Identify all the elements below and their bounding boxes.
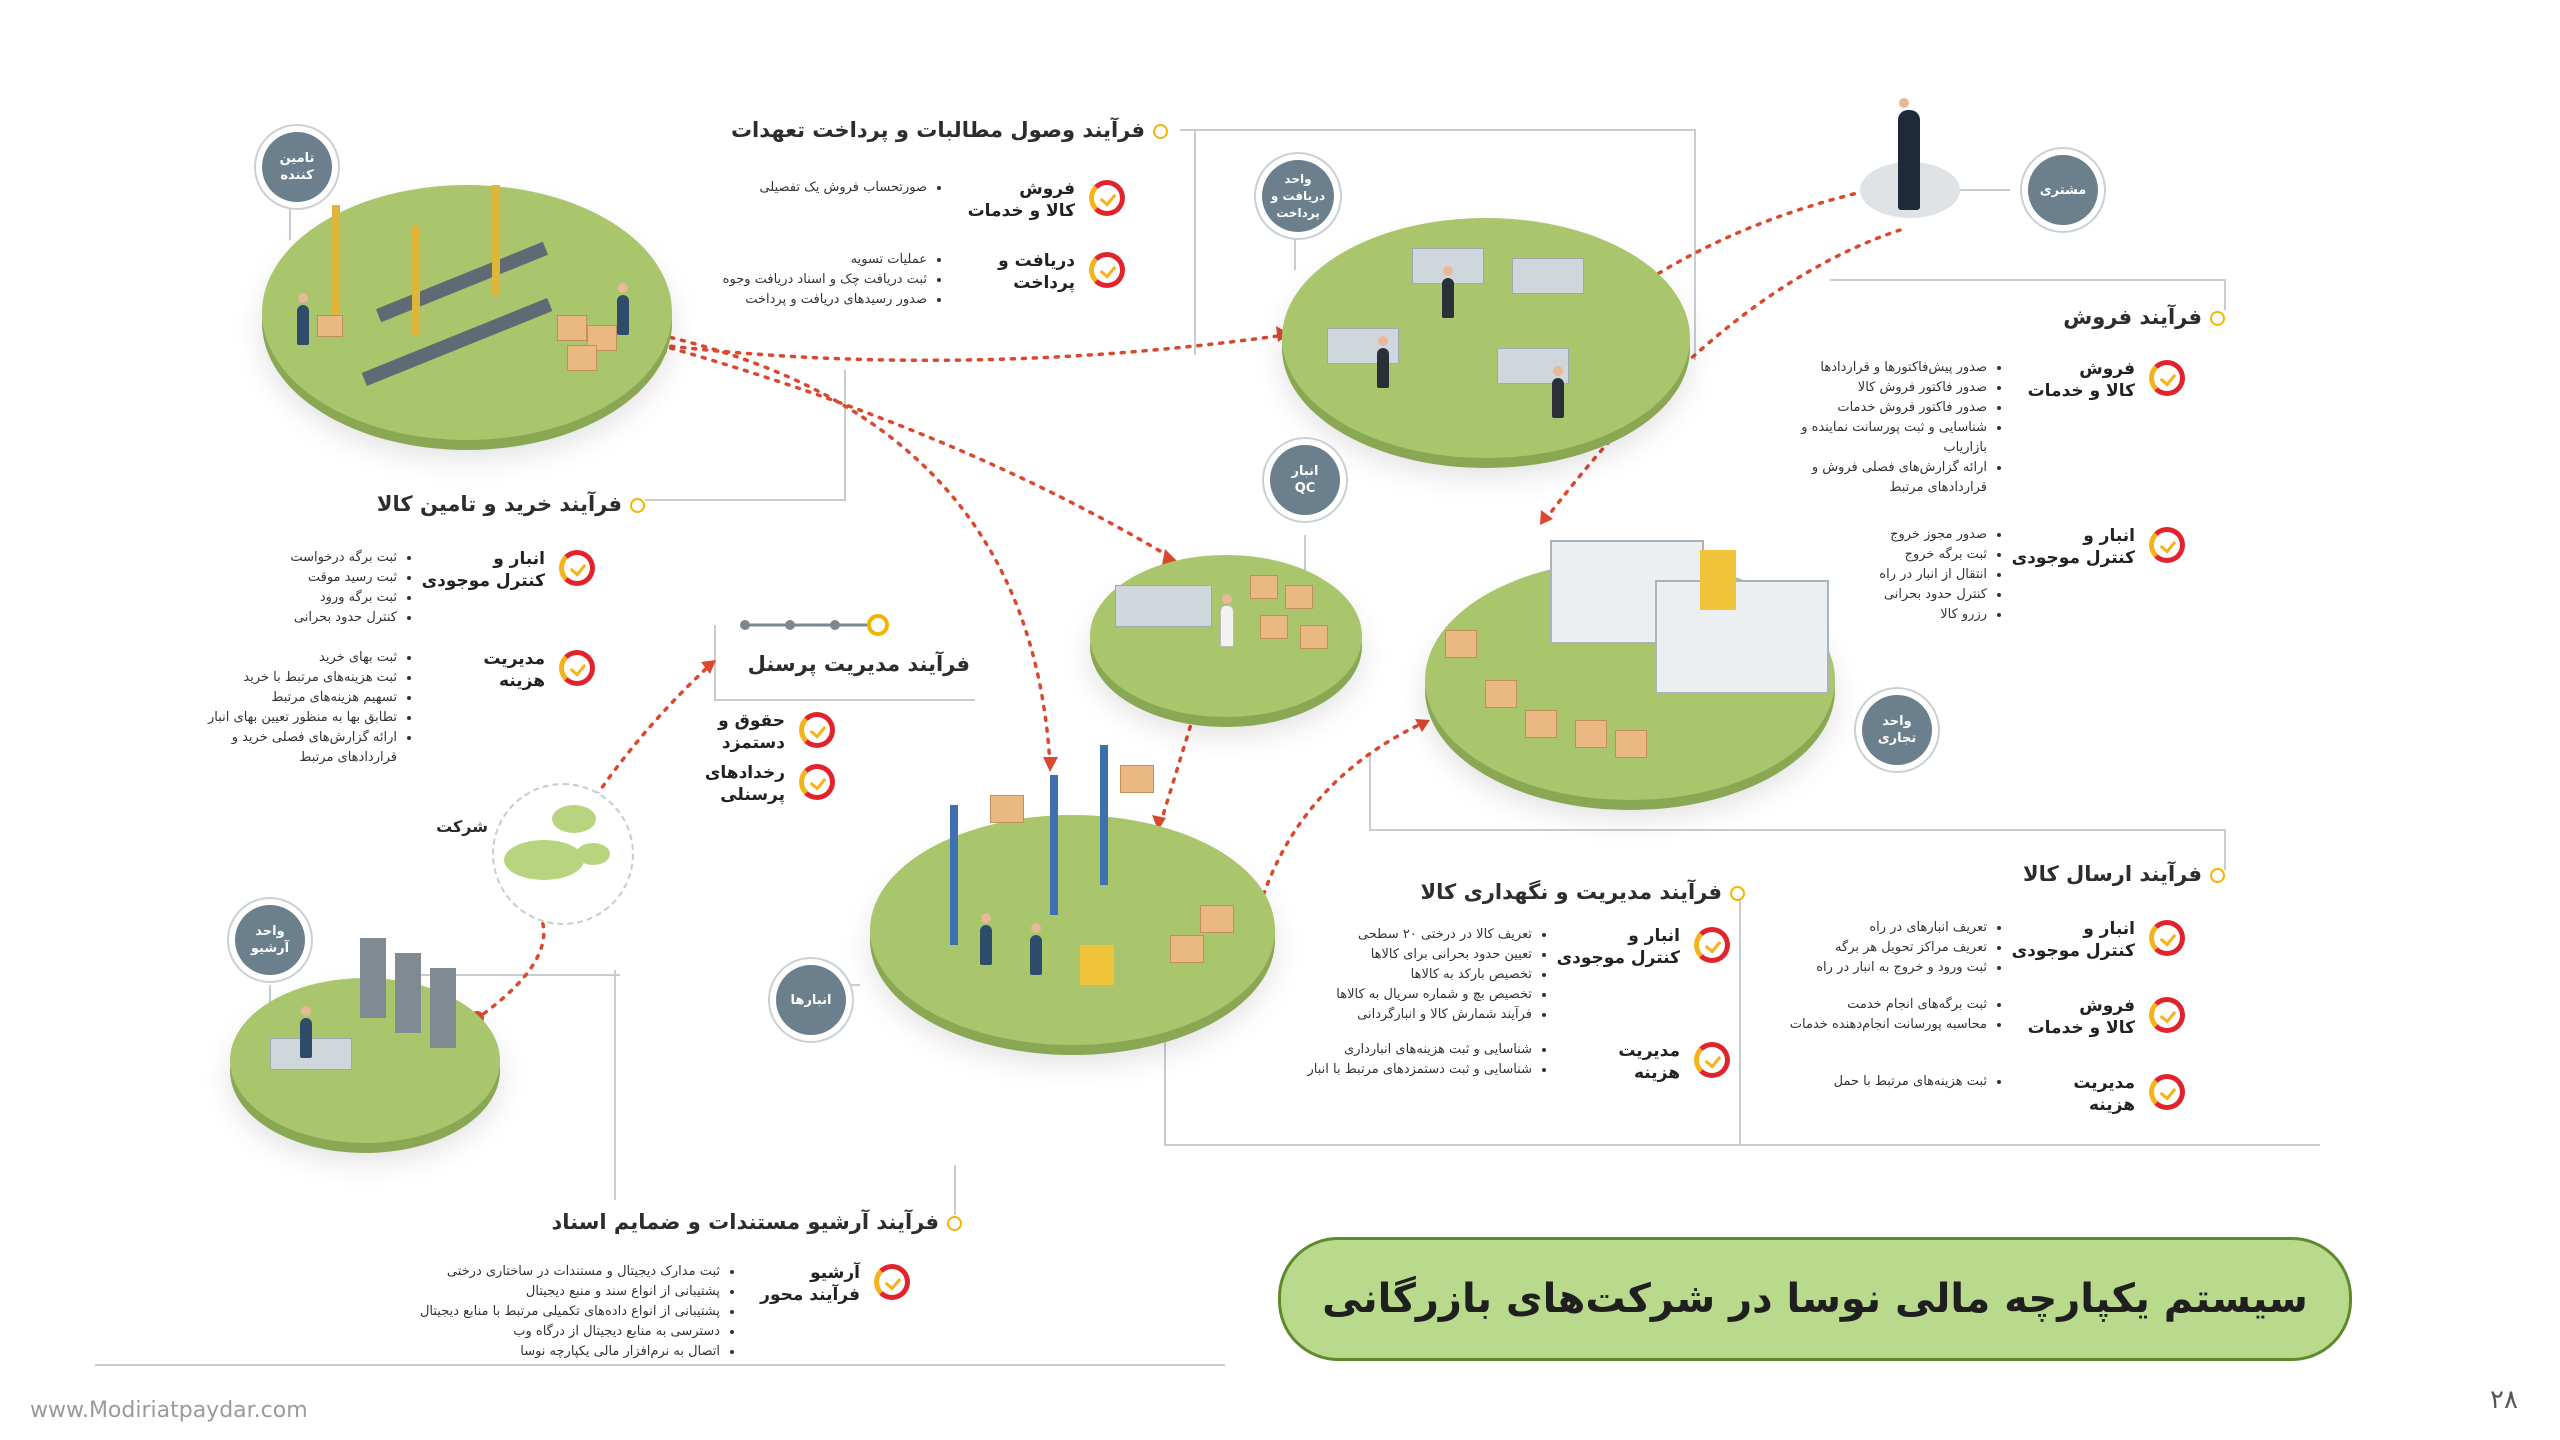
module-features [1292,1040,1548,1080]
archive-process-title: فرآیند آرشیو مستندات و ضمایم اسناد [551,1210,962,1234]
commercial-unit-badge: واحد تجاری [1862,695,1932,765]
module-name: آرشیو فرآیند محور [760,1263,860,1305]
feature-item: • تسهیم هزینه‌های مرتبط [197,688,397,708]
commercial-unit-island [1425,560,1835,800]
company-blob [504,840,584,880]
feature-item: • عملیات تسویه [697,250,927,270]
feature-item: • اتصال به نرم‌افزار مالی یکپارچه نوسا [390,1342,720,1362]
crane [332,205,340,315]
feature-item: • ثبت دریافت چک و اسناد دریافت وجوه [697,270,927,290]
check-badge-icon [799,712,835,748]
server-cabinet [395,953,421,1033]
feature-item: • تعریف انبارهای در راه [1787,918,1987,938]
module-name: فروش کالا و خدمات [2027,359,2135,401]
finance-office-island [1282,218,1690,458]
feature-item: • تعریف مراکز تحویل هر برگه [1787,938,1987,958]
check-badge-icon [1694,927,1730,963]
feature-item: • شناسایی و ثبت هزینه‌های انبارداری [1292,1040,1532,1060]
check-badge-icon [2149,360,2185,396]
main-title: سیستم یکپارچه مالی نوسا در شرکت‌های بازرگانی [1322,1276,2308,1322]
module-name: فروش کالا و خدمات [967,179,1075,221]
check-badge-icon [559,650,595,686]
cargo-box [1525,710,1557,738]
feature-item: • ثبت مدارک دیجیتال و مستندات در ساختاری درختی [390,1262,720,1282]
feature-item: • کنترل حدود بحرانی [1787,585,1987,605]
worker-figure [1030,935,1042,975]
cargo-box [1285,585,1313,609]
feature-item: • شناسایی و ثبت پورسانت نماینده و بازاریاب [1787,418,1987,458]
cargo-box [1445,630,1477,658]
module-name: انبار و کنترل موجودی [1556,926,1680,968]
feature-item: • صدور پیش‌فاکتورها و قراردادها [1787,358,1987,378]
server-cabinet [360,938,386,1018]
worker-figure [980,925,992,965]
feature-item: • پشتیبانی از انواع داده‌های تکمیلی مرتبط با منابع دیجیتال [390,1302,720,1322]
warehouse-island [870,815,1275,1045]
feature-item: • ثبت برگه ورود [247,588,397,608]
cargo-box [1120,765,1154,793]
bullet-dot-icon [1730,886,1745,901]
worker-figure [617,295,629,335]
cargo-box [1615,730,1647,758]
shipping-process-title: فرآیند ارسال کالا [2023,862,2225,886]
module-features [697,178,943,198]
shipping-module-cost [1787,1072,2185,1116]
check-badge-icon [874,1264,910,1300]
check-badge-icon [2149,1074,2185,1110]
archive-unit-badge: واحد آرشیو [235,905,305,975]
cargo-box [1200,905,1234,933]
check-badge-icon [559,550,595,586]
cargo-box [557,315,587,341]
office-desk [1512,258,1584,294]
supplier-badge: تامین کننده [262,132,332,202]
cargo-box [1485,680,1517,708]
feature-item: • ثبت برگه‌های انجام خدمت [1787,995,1987,1015]
feature-item: • تعیین حدود بحرانی برای کالاها [1322,945,1532,965]
feature-item: • محاسبه پورسانت انجام‌دهنده خدمات [1787,1015,1987,1035]
module-features [247,548,413,628]
receivables-module-payments [697,250,1125,310]
company-circle [492,783,634,925]
module-features [390,1262,736,1362]
module-features [1787,918,2003,978]
company-label: شرکت [436,817,488,836]
cargo-box [1170,935,1204,963]
feature-item: • انتقال از انبار در راه [1787,565,1987,585]
feature-item: • ثبت هزینه‌های مرتبط با حمل [1787,1072,1987,1092]
feature-item: • صدور فاکتور فروش خدمات [1787,398,1987,418]
cargo-box [1575,720,1607,748]
archive-island [230,978,500,1143]
personnel-module-payroll [675,710,835,754]
feature-item: • فرآیند شمارش کالا و انبارگردانی [1322,1005,1532,1025]
inventory-module-stock [1322,925,1730,1025]
qc-warehouse-island [1090,555,1362,717]
feature-item: • ارائه گزارش‌های فصلی فروش و قراردادهای مرتبط [1787,458,1987,498]
employee-figure [1377,348,1389,388]
feature-item: • رزرو کالا [1787,605,1987,625]
module-name: مدیریت هزینه [1618,1041,1680,1083]
page-number: ۲۸ [2490,1385,2518,1415]
personnel-module-events [675,762,835,806]
sales-module-sales [1787,358,2185,498]
check-badge-icon [2149,920,2185,956]
feature-item: • ثبت ورود و خروج به انبار در راه [1787,958,1987,978]
feature-item: • ارائه گزارش‌های فصلی خرید و قراردادهای مرتبط [197,728,397,768]
module-name: مدیریت هزینه [2073,1073,2135,1115]
module-name: رخدادهای پرسنلی [704,763,785,805]
cargo-box [1250,575,1278,599]
purchase-module-inventory [247,548,595,628]
cargo-box [1300,625,1328,649]
cargo-box [990,795,1024,823]
bullet-dot-icon [2210,868,2225,883]
shipping-module-stock [1787,918,2185,978]
feature-item: • ثبت بهای خرید [197,648,397,668]
warehouses-badge: انبارها [776,965,846,1035]
inventory-process-title: فرآیند مدیریت و نگهداری کالا [1421,880,1745,904]
feature-item: • صدور فاکتور فروش کالا [1787,378,1987,398]
module-features [1787,995,2003,1035]
bullet-dot-icon [1153,124,1168,139]
customer-badge: مشتری [2028,155,2098,225]
feature-item: • دسترسی به منابع دیجیتال از درگاه وب [390,1322,720,1342]
module-name: مدیریت هزینه [483,649,545,691]
module-features [197,648,413,768]
feature-item: • شناسایی و ثبت دستمزدهای مرتبط با انبار [1292,1060,1532,1080]
module-name: دریافت و پرداخت [998,251,1075,293]
sales-module-inventory [1787,525,2185,625]
module-features [1787,525,2003,625]
website-footer: www.Modiriatpaydar.com [30,1398,308,1423]
module-name: انبار و کنترل موجودی [421,549,545,591]
bullet-dot-icon [630,498,645,513]
purchase-module-cost [197,648,595,768]
feature-item: • صورتحساب فروش یک تفصیلی [697,178,927,198]
module-name: فروش کالا و خدمات [2027,996,2135,1038]
bullet-dot-icon [947,1216,962,1231]
cargo-box [1260,615,1288,639]
module-features [1322,925,1548,1025]
feature-item: • تطابق بها به منظور تعیین بهای انبار [197,708,397,728]
crane [412,225,420,335]
purchase-process-title: فرآیند خرید و تامین کالا [377,492,645,516]
truck-cab [1700,550,1736,610]
check-badge-icon [1694,1042,1730,1078]
worker-figure [297,305,309,345]
cargo-box [567,345,597,371]
company-blob [576,843,610,865]
module-name: انبار و کنترل موجودی [2011,526,2135,568]
crane [492,185,500,295]
main-title-box [1278,1237,2352,1361]
feature-item: • کنترل حدود بحرانی [247,608,397,628]
storage-rack [950,805,958,945]
check-badge-icon [1089,252,1125,288]
check-badge-icon [2149,527,2185,563]
check-badge-icon [2149,997,2185,1033]
qc-warehouse-badge: انبار QC [1270,445,1340,515]
archivist-figure [300,1018,312,1058]
receivables-module-sales [697,178,1125,222]
feature-item: • ثبت برگه درخواست [247,548,397,568]
check-badge-icon [799,764,835,800]
sales-process-title: فرآیند فروش [2063,305,2225,329]
feature-item: • تخصیص بارکد به کالاها [1322,965,1532,985]
company-blob [552,805,596,833]
supplier-factory-island [262,185,672,440]
inventory-module-cost [1292,1040,1730,1084]
module-features [697,250,943,310]
feature-item: • تعریف کالا در درختی ۲۰ سطحی [1322,925,1532,945]
feature-item: • ثبت هزینه‌های مرتبط با خرید [197,668,397,688]
feature-item: • صدور رسیدهای دریافت و پرداخت [697,290,927,310]
qc-station [1115,585,1212,627]
server-cabinet [430,968,456,1048]
feature-item: • پشتیبانی از انواع سند و منبع دیجیتال [390,1282,720,1302]
feature-item: • صدور مجوز خروج [1787,525,1987,545]
feature-item: • ثبت برگه خروج [1787,545,1987,565]
module-features [1787,358,2003,498]
module-name: انبار و کنترل موجودی [2011,919,2135,961]
receivables-process-title: فرآیند وصول مطالبات و پرداخت تعهدات [731,118,1168,142]
check-badge-icon [1089,180,1125,216]
personnel-process-title: فرآیند مدیریت پرسنل [747,652,970,676]
receive-pay-unit-badge: واحد دریافت و پرداخت [1262,160,1334,232]
shipping-module-sales [1787,995,2185,1039]
inspector-figure [1220,605,1234,647]
storage-rack [1100,745,1108,885]
archive-module-docs [390,1262,910,1362]
module-name: حقوق و دستمزد [718,711,785,753]
feature-item: • تخصیص بچ و شماره سریال به کالاها [1322,985,1532,1005]
employee-figure [1442,278,1454,318]
cargo-box [317,315,343,337]
storage-rack [1050,775,1058,915]
feature-item: • ثبت رسید موقت [247,568,397,588]
customer-figure [1898,110,1920,210]
bullet-dot-icon [2210,311,2225,326]
module-features [1787,1072,2003,1092]
employee-figure [1552,378,1564,418]
forklift [1080,945,1114,985]
